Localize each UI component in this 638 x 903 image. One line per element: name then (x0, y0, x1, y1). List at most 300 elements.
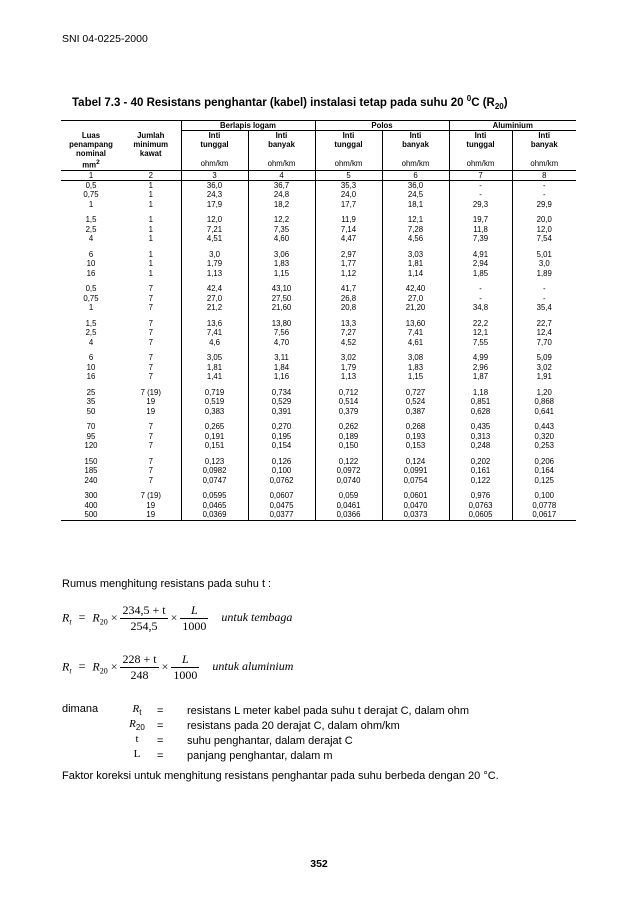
col-header-luas: Luas (81, 130, 101, 140)
definition-text: panjang penghantar, dalam m (187, 749, 333, 762)
table-cell: 0,122 (449, 476, 512, 486)
table-cell: 36,0 (181, 180, 248, 190)
table-cell: 2,5 (85, 328, 97, 338)
table-cell: 7,55 (449, 338, 512, 348)
unit-label: ohm/km (382, 158, 449, 170)
table-cell: 4,91 (449, 250, 512, 260)
definition-equals: = (157, 704, 164, 717)
col-header-inti: Inti (512, 131, 576, 141)
table-cell: 0,0991 (382, 466, 449, 476)
col-header-inti: Inti (382, 131, 449, 141)
col-header-luas-unit: $mm^2$ (82, 159, 100, 170)
table-row (61, 200, 576, 210)
table-cell: 24,0 (315, 190, 382, 200)
table-cell: 1,20 (512, 388, 576, 398)
table-cell: 1,91 (512, 372, 576, 382)
table-row (61, 501, 576, 511)
table-cell: 1,16 (248, 372, 315, 382)
table-cell: 13,6 (181, 319, 248, 329)
document-id: SNI 04-0225-2000 (62, 33, 148, 45)
resistance-table (61, 120, 576, 521)
table-cell: 7,56 (248, 328, 315, 338)
table-cell: 3,03 (382, 250, 449, 260)
definition-equals: = (157, 719, 164, 732)
table-cell: 120 (84, 441, 98, 451)
table-cell: 29,9 (512, 200, 576, 210)
table-cell: 17,9 (181, 200, 248, 210)
table-cell: 4,51 (181, 234, 248, 244)
table-cell: 4 (88, 234, 94, 244)
table-cell: 1,85 (449, 269, 512, 279)
table-cell: 5,09 (512, 353, 576, 363)
table-cell: 1,15 (382, 372, 449, 382)
col-header-tunggal: tunggal (181, 140, 248, 149)
col-header-inti: Inti (181, 131, 248, 141)
table-cell: 12,4 (512, 328, 576, 338)
definition-symbol: R (129, 718, 136, 731)
table-row (61, 190, 576, 200)
table-cell: 0,976 (449, 491, 512, 501)
table-cell: 7 (148, 337, 153, 347)
table-cell: 1,83 (248, 259, 315, 269)
table-cell: 7 (19) (140, 387, 161, 397)
table-cell: 7,41 (382, 328, 449, 338)
unit-label: ohm/km (248, 158, 315, 170)
table-cell: 0,628 (449, 407, 512, 417)
table-cell: 7 (148, 431, 153, 441)
table-row (61, 388, 576, 398)
definition-subscript: 20 (135, 723, 145, 733)
table-cell: 34,8 (449, 303, 512, 313)
formula-copper: $R_t = R_{20}$ × $\frac{234,5 + t}{254,5}$ × $\frac{L}{1000}$ untuk tembaga (62, 603, 293, 633)
table-row (61, 225, 576, 235)
definition-equals: = (157, 749, 164, 762)
table-cell: 0,5 (85, 284, 97, 294)
table-cell: 1 (148, 180, 153, 190)
table-cell: 300 (84, 491, 98, 501)
table-cell: 1,5 (85, 215, 97, 225)
table-cell: 7,39 (449, 234, 512, 244)
table-cell: 20,8 (315, 303, 382, 313)
definitions-intro: dimana (62, 703, 99, 715)
table-cell: 3,02 (315, 353, 382, 363)
table-cell: 19 (146, 406, 156, 416)
table-cell: 1,83 (382, 363, 449, 373)
table-cell: 1 (88, 303, 94, 313)
unit-label: ohm/km (315, 158, 382, 170)
column-number-row (61, 170, 576, 180)
table-row (61, 180, 576, 190)
table-cell: 3,06 (248, 250, 315, 260)
table-cell: 1,77 (315, 259, 382, 269)
table-cell: 4,60 (248, 234, 315, 244)
table-cell: 0,0601 (382, 491, 449, 501)
table-cell: 0,383 (181, 407, 248, 417)
table-cell: 7,41 (181, 328, 248, 338)
table-cell: 24,3 (181, 190, 248, 200)
table-cell: 0,0607 (248, 491, 315, 501)
table-cell: 0,391 (248, 407, 315, 417)
table-cell: 2,94 (449, 259, 512, 269)
table-cell: 4,70 (248, 338, 315, 348)
table-cell: 0,164 (512, 466, 576, 476)
table-cell: 0,0595 (181, 491, 248, 501)
table-cell: 42,4 (181, 284, 248, 294)
table-cell: 4,56 (382, 234, 449, 244)
table-cell: 12,1 (382, 215, 449, 225)
table-cell: 0,151 (181, 441, 248, 451)
table-cell: 35 (86, 397, 96, 407)
table-cell: 27,0 (382, 294, 449, 304)
table-cell: 3,11 (248, 353, 315, 363)
table-cell: 0,125 (512, 476, 576, 486)
table-cell: 185 (84, 466, 98, 476)
table-cell: 1,18 (449, 388, 512, 398)
table-cell: 0,379 (315, 407, 382, 417)
table-cell: 0,195 (248, 432, 315, 442)
table-cell: 1,12 (315, 269, 382, 279)
definition-symbol: L (133, 748, 141, 761)
table-cell: 0,5 (85, 180, 97, 190)
table-cell: 7 (148, 466, 153, 476)
col-header-banyak: banyak (248, 140, 315, 149)
page-number: 352 (310, 858, 328, 870)
group-header-polos: Polos (315, 121, 449, 131)
table-cell: 0,154 (248, 441, 315, 451)
table-cell: - (512, 180, 576, 190)
table-cell: 1 (148, 268, 153, 278)
col-header-inti: Inti (315, 131, 382, 141)
table-row (61, 303, 576, 313)
col-header-jumlah-line3: kawat (139, 149, 162, 158)
col-header-banyak: banyak (512, 140, 576, 149)
formula-intro: Rumus menghitung resistans pada suhu t : (62, 578, 272, 590)
unit-label: ohm/km (181, 158, 248, 170)
definition-text: suhu penghantar, dalam derajat C (187, 734, 353, 747)
table-cell: 1,41 (181, 372, 248, 382)
table-row (61, 457, 576, 467)
column-number: 2 (121, 170, 181, 180)
table-cell: 0,189 (315, 432, 382, 442)
table-cell: 12,1 (449, 328, 512, 338)
table-cell: 1 (148, 249, 153, 259)
group-header-berlapis: Berlapis logam (181, 121, 315, 131)
table-cell: 1,89 (512, 269, 576, 279)
table-cell: 27,0 (181, 294, 248, 304)
table-cell: 41,7 (315, 284, 382, 294)
table-cell: 21,20 (382, 303, 449, 313)
table-cell: 0,524 (382, 397, 449, 407)
column-number: 6 (382, 170, 449, 180)
table-cell: 3,05 (181, 353, 248, 363)
table-cell: 0,262 (315, 422, 382, 432)
unit-label: ohm/km (512, 158, 576, 170)
table-cell: 400 (84, 500, 98, 510)
table-cell: 240 (84, 475, 98, 485)
table-cell: 0,100 (248, 466, 315, 476)
table-cell: - (449, 190, 512, 200)
table-cell: 500 (61, 510, 121, 520)
table-cell: 19,7 (449, 215, 512, 225)
table-cell: 0,519 (181, 397, 248, 407)
table-cell: 7,54 (512, 234, 576, 244)
table-cell: 1,14 (382, 269, 449, 279)
table-cell: 0,191 (181, 432, 248, 442)
table-cell: 7 (148, 353, 153, 363)
table-cell: 1,5 (85, 318, 97, 328)
table-cell: 13,60 (382, 319, 449, 329)
table-cell: 3,0 (512, 259, 576, 269)
table-cell: 0,719 (181, 388, 248, 398)
table-cell: 7,28 (382, 225, 449, 235)
table-cell: 70 (86, 422, 96, 432)
column-number: 8 (512, 170, 576, 180)
table-cell: 6 (88, 249, 94, 259)
table-cell: 0,514 (315, 397, 382, 407)
table-row (61, 397, 576, 407)
table-cell: 0,0747 (181, 476, 248, 486)
table-cell: 12,2 (248, 215, 315, 225)
table-cell: 13,80 (248, 319, 315, 329)
table-cell: 0,193 (382, 432, 449, 442)
table-cell: 3,0 (181, 250, 248, 260)
table-cell: 95 (86, 431, 96, 441)
table-cell: 0,435 (449, 422, 512, 432)
table-cell: 22,2 (449, 319, 512, 329)
table-cell: 35,3 (315, 180, 382, 190)
table-cell: 18,1 (382, 200, 449, 210)
table-cell: 11,8 (449, 225, 512, 235)
table-cell: 35,4 (512, 303, 576, 313)
table-cell: 0,161 (449, 466, 512, 476)
table-cell: 42,40 (382, 284, 449, 294)
table-cell: 10 (86, 259, 96, 269)
table-cell: 0,851 (449, 397, 512, 407)
table-cell: 1,84 (248, 363, 315, 373)
table-cell: 43,10 (248, 284, 315, 294)
table-cell: 0,268 (382, 422, 449, 432)
table-cell: 21,60 (248, 303, 315, 313)
definition-item (117, 703, 469, 718)
table-row (61, 259, 576, 269)
definition-symbol: t (135, 733, 139, 746)
table-cell: 7 (148, 362, 153, 372)
table-cell: 7 (148, 318, 153, 328)
table-cell: 7 (148, 422, 153, 432)
table-cell: - (512, 294, 576, 304)
table-cell: 0,123 (181, 457, 248, 467)
table-cell: 18,2 (248, 200, 315, 210)
table-cell: 1,13 (315, 372, 382, 382)
table-cell: 150 (84, 456, 98, 466)
table-cell: 7 (148, 475, 153, 485)
table-row (61, 407, 576, 417)
definition-item (117, 733, 469, 748)
definition-symbol: R (132, 703, 140, 716)
table-cell: 0,124 (382, 457, 449, 467)
table-cell: 0,0762 (248, 476, 315, 486)
table-cell: - (449, 284, 512, 294)
table-row (61, 422, 576, 432)
table-body (61, 170, 576, 520)
table-cell: 0,265 (181, 422, 248, 432)
table-cell: 16 (86, 372, 96, 382)
table-row (61, 372, 576, 382)
table-cell: 0,0763 (449, 501, 512, 511)
table-cell: 7 (148, 303, 153, 313)
table-cell: 7 (148, 293, 153, 303)
table-cell: 0,059 (315, 491, 382, 501)
table-cell: 4,47 (315, 234, 382, 244)
table-cell: 4 (88, 337, 94, 347)
table-cell: 19 (146, 397, 156, 407)
table-cell: 0,202 (449, 457, 512, 467)
column-number: 7 (449, 170, 512, 180)
table-cell: 0,0617 (512, 510, 576, 520)
table-cell: 0,126 (248, 457, 315, 467)
table-cell: 0,712 (315, 388, 382, 398)
table-cell: 27,50 (248, 294, 315, 304)
table-cell: 0,727 (382, 388, 449, 398)
table-cell: 19 (121, 510, 181, 520)
table-cell: 5,01 (512, 250, 576, 260)
table-cell: 4,99 (449, 353, 512, 363)
table-cell: 4,6 (181, 338, 248, 348)
table-cell: 1 (148, 199, 153, 209)
table-row (61, 215, 576, 225)
formula-aluminium: $R_t = R_{20}$ × $\frac{228 + t}{248}$ × $\frac{L}{1000}$ untuk aluminium (62, 652, 294, 682)
unit-label: ohm/km (449, 158, 512, 170)
table-cell: 0,122 (315, 457, 382, 467)
table-cell: 1 (148, 234, 153, 244)
table-cell: 7,14 (315, 225, 382, 235)
table-cell: 1,15 (248, 269, 315, 279)
col-header-banyak: banyak (382, 140, 449, 149)
table-cell: 29,3 (449, 200, 512, 210)
table-caption: Tabel 7.3 - 40 Resistans penghantar (kabel) instalasi tetap pada suhu 20 $^0$C $(R_{20})$ (72, 94, 508, 112)
table-cell: 0,641 (512, 407, 576, 417)
table-cell: 0,248 (449, 441, 512, 451)
col-header-jumlah: Jumlah (137, 130, 165, 140)
table-cell: 0,206 (512, 457, 576, 467)
table-cell: 0,0373 (382, 510, 449, 520)
table-cell: - (512, 284, 576, 294)
table-cell: 11,9 (315, 215, 382, 225)
column-number: 3 (181, 170, 248, 180)
table-cell: 1 (148, 259, 153, 269)
table-row (61, 328, 576, 338)
table-cell: 24,8 (248, 190, 315, 200)
table-cell: 7 (148, 284, 153, 294)
table-cell: 16 (86, 268, 96, 278)
table-cell: - (512, 190, 576, 200)
table-row (61, 432, 576, 442)
table-cell: 36,0 (382, 180, 449, 190)
table-cell: 0,75 (83, 293, 99, 303)
table-cell: 0,0740 (315, 476, 382, 486)
table-row (61, 476, 576, 486)
table-cell: 7,35 (248, 225, 315, 235)
table-cell: 2,97 (315, 250, 382, 260)
table-cell: 0,253 (512, 441, 576, 451)
table-row (61, 491, 576, 501)
table-row (61, 234, 576, 244)
table-row (61, 441, 576, 451)
table-row (61, 294, 576, 304)
table-row (61, 510, 576, 520)
col-header-luas-line3: nominal (76, 149, 106, 158)
footnote: Faktor koreksi untuk menghitung resistans penghantar pada suhu berbeda dengan 20 °C. (62, 770, 499, 782)
definition-subscript: t (139, 708, 142, 718)
table-cell: - (449, 294, 512, 304)
table-cell: 0,734 (248, 388, 315, 398)
table-cell: 0,150 (315, 441, 382, 451)
table-cell: 2,5 (85, 224, 97, 234)
table-cell: 3,02 (512, 363, 576, 373)
table-cell: 7,21 (181, 225, 248, 235)
table-cell: 10 (86, 362, 96, 372)
col-header-tunggal: tunggal (315, 140, 382, 149)
table-cell: 0,0465 (181, 501, 248, 511)
table-row (61, 338, 576, 348)
definition-text: resistans L meter kabel pada suhu t derajat C, dalam ohm (187, 704, 470, 717)
table-row (61, 466, 576, 476)
table-cell: 1,81 (382, 259, 449, 269)
table-cell: 20,0 (512, 215, 576, 225)
table-cell: 1,13 (181, 269, 248, 279)
table-row (61, 363, 576, 373)
table-cell: 0,0461 (315, 501, 382, 511)
table-row (61, 284, 576, 294)
table-cell: 7 (19) (140, 491, 161, 501)
table-cell: 1 (148, 215, 153, 225)
table-cell: 7 (148, 372, 153, 382)
table-cell: 0,313 (449, 432, 512, 442)
table-cell: 50 (86, 406, 96, 416)
col-header-tunggal: tunggal (449, 140, 512, 149)
col-header-inti: Inti (248, 131, 315, 141)
table-cell: 3,08 (382, 353, 449, 363)
table-cell: 1 (88, 199, 94, 209)
definitions (62, 703, 469, 763)
table-cell: 0,270 (248, 422, 315, 432)
table-row (61, 250, 576, 260)
table-cell: 0,100 (512, 491, 576, 501)
table-cell: 19 (146, 500, 156, 510)
table-cell: 36,7 (248, 180, 315, 190)
col-header-jumlah-line2: minimum (133, 140, 169, 149)
table-cell: 1,79 (315, 363, 382, 373)
table-cell: 22,7 (512, 319, 576, 329)
table-cell: 0,0778 (512, 501, 576, 511)
table-cell: 7 (148, 441, 153, 451)
table-cell: 0,0366 (315, 510, 382, 520)
table-cell: 24,5 (382, 190, 449, 200)
table-cell: 0,0972 (315, 466, 382, 476)
table-cell: 0,868 (512, 397, 576, 407)
table-cell: 0,0377 (248, 510, 315, 520)
table-cell: 0,0369 (181, 510, 248, 520)
table-cell: 25 (86, 387, 96, 397)
table-row (61, 319, 576, 329)
table-cell: 7 (148, 456, 153, 466)
table-cell: 17,7 (315, 200, 382, 210)
table-row (61, 269, 576, 279)
table-cell: 12,0 (512, 225, 576, 235)
table-cell: 26,8 (315, 294, 382, 304)
column-number: 4 (248, 170, 315, 180)
table-cell: 1,87 (449, 372, 512, 382)
